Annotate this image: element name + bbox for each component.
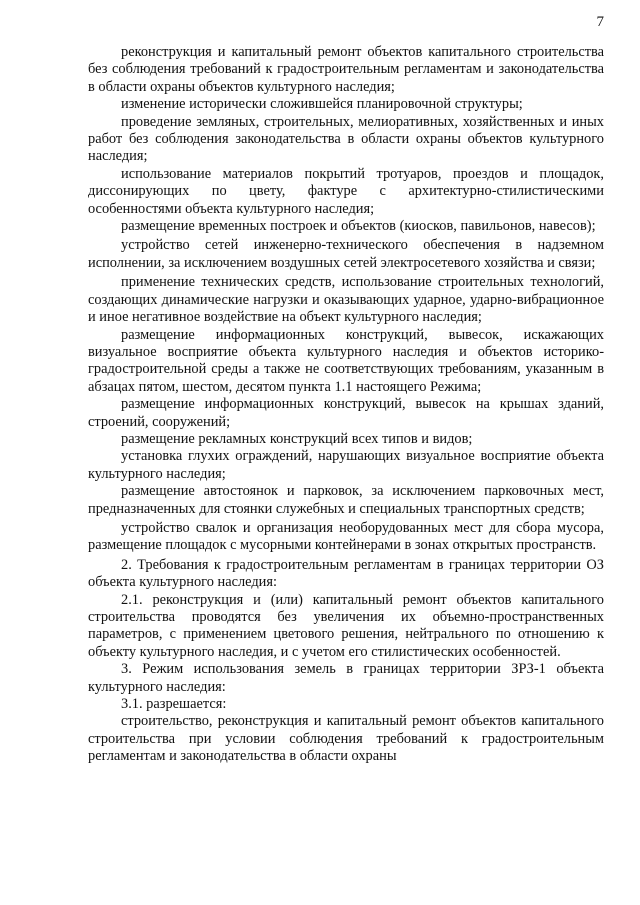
document-body [88, 44, 604, 766]
paragraph-7: применение технических средств, использование строительных технологий, создающих динамические нагрузки и оказывающих ударное, ударно-вибрационное и иное негативное воздействие на объект культурного наследия; [88, 274, 604, 326]
section-2-heading: 2. Требования к градостроительным регламентам в границах территории ОЗ объекта культурного наследия: [88, 556, 604, 591]
section-3-heading: 3. Режим использования земель в границах территории ЗРЗ-1 объекта культурного наследия: [88, 661, 604, 695]
paragraph-3-1: 3.1. разрешается: [121, 696, 227, 713]
paragraph-12: размещение автостоянок и парковок, за исключением парковочных мест, предназначенных для стоянки служебных и специальных транспортных средств; [88, 483, 604, 517]
paragraph-8: размещение информационных конструкций, вывесок, искажающих визуальное восприятие объекта культурного наследия и объектов историко-градостроительной среды а также не соответствующих требованиям, указанным в абзацах пятом, шестом, десятом пункта 1.1 настоящего Режима; [88, 326, 604, 395]
page-number: 7 [596, 14, 604, 30]
paragraph-13: устройство свалок и организация необорудованных мест для сбора мусора, размещение площадок с мусорными контейнерами в зонах открытых пространств. [88, 519, 604, 554]
paragraph-1: реконструкция и капитальный ремонт объектов капитального строительства без соблюдения требований к градостроительным регламентам и законодательства в области охраны объектов культурного наследия; [88, 44, 604, 95]
paragraph-4: использование материалов покрытий тротуаров, проездов и площадок, диссонирующих по цвету, фактуре с архитектурно-стилистическими особенностями объекта культурного наследия; [88, 165, 604, 217]
paragraph-2: изменение исторически сложившейся планировочной структуры; [121, 96, 523, 113]
paragraph-11: установка глухих ограждений, нарушающих визуальное восприятие объекта культурного наследия; [88, 448, 604, 482]
paragraph-3-1-item-1: строительство, реконструкция и капитальный ремонт объектов капитального строительства при условии соблюдения требований к градостроительным регламентам и законодательства в области охраны [88, 713, 604, 765]
paragraph-5: размещение временных построек и объектов (киосков, павильонов, навесов); [121, 218, 596, 235]
paragraph-6: устройство сетей инженерно-технического обеспечения в надземном исполнении, за исключением воздушных сетей электросетевого хозяйства и связи; [88, 237, 604, 271]
paragraph-10: размещение рекламных конструкций всех типов и видов; [121, 430, 473, 447]
paragraph-9: размещение информационных конструкций, вывесок на крышах зданий, строений, сооружений; [88, 396, 604, 430]
paragraph-2-1: 2.1. реконструкция и (или) капитальный ремонт объектов капитального строительства проводятся без увеличения их объемно-пространственных параметров, с применением цветового решения, нейтрального по отношению к объекту культурного наследия, и с учетом его стилистических особенностей. [88, 591, 604, 660]
paragraph-3: проведение земляных, строительных, мелиоративных, хозяйственных и иных работ без соблюдения законодательства в области охраны объектов культурного наследия; [88, 113, 604, 165]
